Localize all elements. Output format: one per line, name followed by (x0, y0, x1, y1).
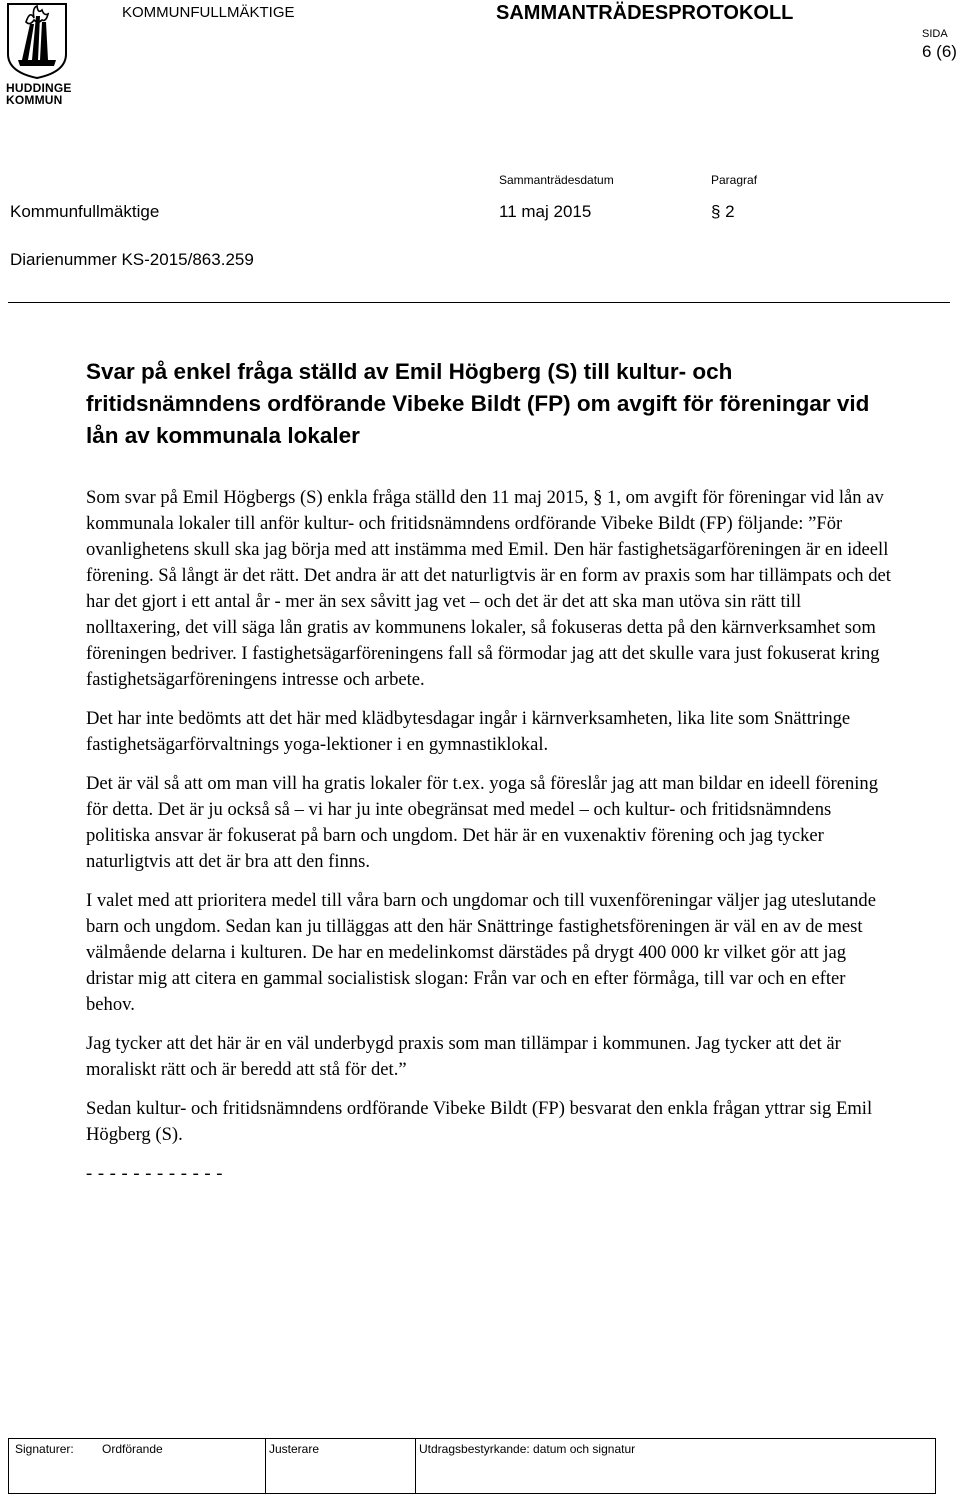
body-paragraph: I valet med att prioritera medel till våra barn och ungdomar och till vuxenföreningar väljer jag uteslutande barn och ungdom. Sedan kan ju tilläggas att den här Snättringe fastighetsföreningen är väl en av de mest välmående delarna i kulturen. De har en medelinkomst därstädes på drygt 400 000 kr vilket gör att jag dristar mig att citera en gammal socialistisk slogan: Från var och en efter förmåga, till var och en efter behov. (86, 890, 876, 1015)
diarienummer: Diarienummer KS-2015/863.259 (10, 250, 254, 269)
crest-icon (6, 2, 68, 80)
page-label: SIDA (922, 28, 948, 40)
header-divider (8, 302, 950, 303)
adjusters-label: Justerare (269, 1442, 320, 1456)
paragraph-number: § 2 (711, 202, 735, 221)
date-label: Sammanträdesdatum (499, 173, 614, 187)
chair-label: Ordförande (102, 1442, 163, 1456)
municipality-logo (6, 2, 72, 107)
logo-line-1: HUDDINGE (6, 81, 72, 95)
extract-cell (415, 1439, 935, 1493)
meeting-date: 11 maj 2015 (499, 202, 592, 221)
logo-line-2: KOMMUN (6, 93, 63, 107)
protocol-body (86, 485, 892, 1200)
item-title: Svar på enkel fråga ställd av Emil Högberg (S) till kultur- och fritidsnämndens ordförande Vibeke Bildt (FP) om avgift för föreningar vid lån av kommunala lokaler (86, 359, 870, 448)
body-paragraph: Det är väl så att om man vill ha gratis lokaler för t.ex. yoga så föreslår jag att man bildar en ideell förening för detta. Det är ju också så – vi har ju inte obegränsat med medel – och kultur- och fritidsnämndens politiska ansvar är fokuserat på barn och ungdom. Det här är en vuxenaktiv förening och jag tycker naturligtvis att det är bra att den finns. (86, 773, 879, 872)
body-paragraph: Sedan kultur- och fritidsnämndens ordförande Vibeke Bildt (FP) besvarat den enkla frågan yttrar sig Emil Högberg (S). (86, 1098, 873, 1145)
paragraph-label: Paragraf (711, 173, 758, 187)
signatures-label: Signaturer: (15, 1442, 74, 1456)
extract-label: Utdragsbestyrkande: datum och signatur (419, 1442, 636, 1456)
chair-cell (99, 1439, 267, 1493)
document-type: SAMMANTRÄDESPROTOKOLL (496, 2, 794, 24)
signature-box (8, 1438, 936, 1494)
separator: - - - - - - - - - - - - (86, 1163, 223, 1184)
body-paragraph: Det har inte bedömts att det här med klädbytesdagar ingår i kärnverksamheten, lika lite som Snättringe fastighetsägarförvaltnings yoga-lektioner i en gymnastiklokal. (86, 708, 851, 755)
meeting-body: Kommunfullmäktige (10, 202, 160, 221)
page-number: 6 (6) (922, 42, 957, 61)
adjusters-cell (265, 1439, 415, 1493)
signatures-cell (9, 1439, 99, 1493)
organization-name: KOMMUNFULLMÄKTIGE (122, 4, 295, 21)
body-paragraph: Jag tycker att det här är en väl underbygd praxis som man tillämpar i kommunen. Jag tycker att det är moraliskt rätt och är beredd att stå för det.” (86, 1033, 841, 1080)
body-paragraph: Som svar på Emil Högbergs (S) enkla fråga ställd den 11 maj 2015, § 1, om avgift för föreningar vid lån av kommunala lokaler till anför kultur- och fritidsnämndens ordförande Vibeke Bildt (FP) följande: ”För ovanlighetens skull ska jag börja med att instämma med Emil. Den här fastighetsägarföreningen är en ideell förening. Så långt är det rätt. Det andra är att det naturligtvis är en form av praxis som har tillämpats och det har det gjort i ett antal år - mer än sex såvitt jag vet – och det är det att ska man utöva sin rätt till nolltaxering, det vill säga lån gratis av kommunens lokaler, så fokuseras detta på den kärnverksamhet som föreningen bedriver. I fastighetsägarföreningens fall så förmodar jag att det skulle vara just fokuserat kring fastighetsägarföreningens intresse och arbete. (86, 487, 891, 690)
